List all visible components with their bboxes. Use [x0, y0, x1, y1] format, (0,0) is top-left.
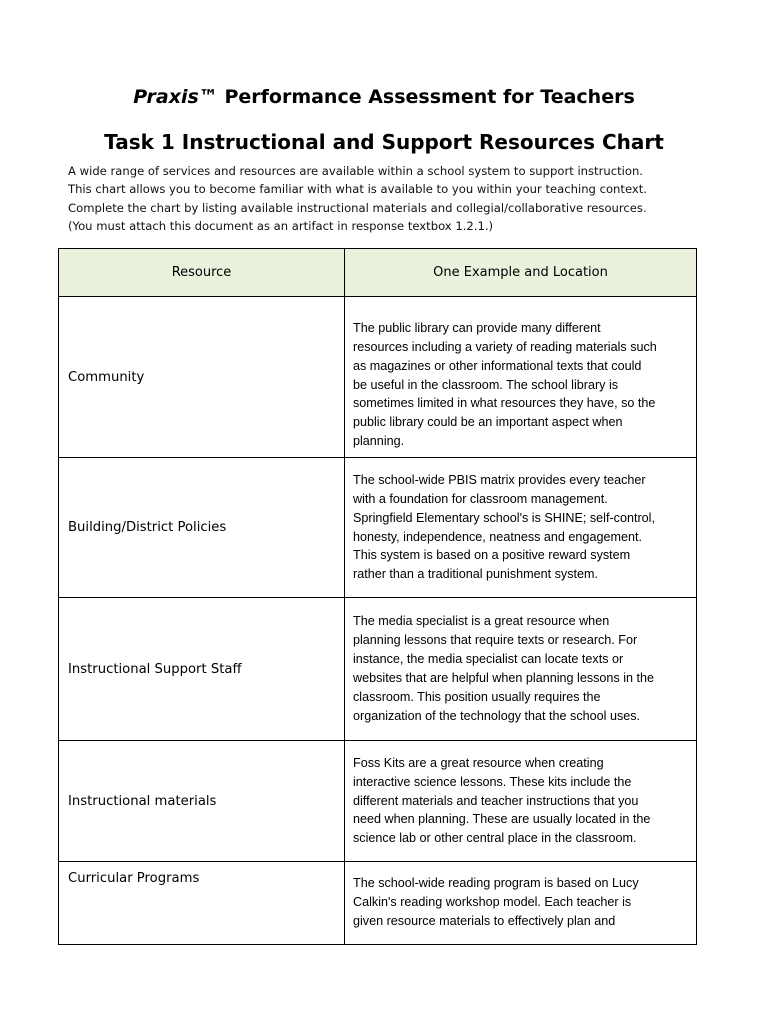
header-example: One Example and Location [345, 249, 697, 297]
example-line: The school-wide reading program is based on Lucy [353, 876, 639, 890]
resource-cell: Building/District Policies [59, 458, 345, 598]
example-line: given resource materials to effectively plan and [353, 913, 616, 928]
example-line: Springfield Elementary school's is SHINE; self-control, [353, 510, 655, 525]
example-line: science lab or other central place in the classroom. [353, 831, 637, 846]
example-line: planning. [353, 434, 405, 449]
example-line: interactive science lessons. These kits include the [353, 774, 632, 789]
example-line: be useful in the classroom. The school library is [353, 377, 619, 392]
intro-paragraph [68, 162, 708, 235]
example-line: planning lessons that require texts or research. For [353, 633, 638, 648]
example-line: as magazines or other informational texts that could [353, 358, 642, 373]
intro-line: A wide range of services and resources are available within a school system to support instruction. [68, 164, 643, 178]
example-line: The public library can provide many different [353, 320, 601, 335]
resource-cell: Instructional materials [59, 741, 345, 862]
example-line: websites that are helpful when planning lessons in the [353, 671, 655, 685]
table-row [59, 598, 697, 741]
example-line: with a foundation for classroom management. [353, 491, 608, 506]
example-line: public library could be an important aspect when [353, 415, 623, 430]
example-line: classroom. This position usually requires the [353, 689, 601, 704]
example-line: organization of the technology that the school uses. [353, 708, 641, 723]
document-subtitle: Task 1 Instructional and Support Resources Chart [104, 130, 664, 154]
example-line: The school-wide PBIS matrix provides every teacher [353, 472, 646, 487]
example-line: honesty, independence, neatness and engagement. [353, 529, 642, 544]
header-resource: Resource [59, 249, 345, 297]
example-line: rather than a traditional punishment system. [353, 567, 599, 582]
example-line: resources including a variety of reading materials such [353, 339, 657, 354]
example-cell [345, 741, 697, 862]
resource-cell: Instructional Support Staff [59, 598, 345, 741]
example-cell [345, 297, 697, 458]
example-line: This system is based on a positive reward system [353, 548, 631, 563]
example-line: instance, the media specialist can locate texts or [353, 652, 624, 667]
table-row [59, 458, 697, 598]
example-line: Foss Kits are a great resource when creating [353, 755, 604, 770]
intro-line: Complete the chart by listing available instructional materials and collegial/collaborative resources. [68, 200, 647, 215]
example-cell [345, 862, 697, 945]
trademark-symbol: ™ [198, 86, 218, 108]
intro-line: (You must attach this document as an artifact in response textbox 1.2.1.) [68, 218, 494, 233]
example-line: The media specialist is a great resource when [353, 614, 610, 629]
document-title [0, 86, 768, 108]
example-cell [345, 598, 697, 741]
title-brand: Praxis [133, 86, 199, 108]
intro-line: This chart allows you to become familiar with what is available to you within your teaching context. [68, 182, 647, 197]
table-row [59, 741, 697, 862]
table-header-row [59, 249, 697, 297]
table-row [59, 862, 697, 945]
example-line: different materials and teacher instructions that you [353, 793, 639, 808]
title-rest: Performance Assessment for Teachers [217, 86, 635, 108]
example-line: need when planning. These are usually located in the [353, 812, 651, 827]
table-row [59, 297, 697, 458]
example-line: sometimes limited in what resources they have, so the [353, 396, 656, 411]
example-line: Calkin's reading workshop model. Each teacher is [353, 894, 632, 909]
resource-cell: Community [59, 297, 345, 458]
resources-table [58, 248, 697, 945]
resource-cell: Curricular Programs [59, 862, 345, 945]
example-cell [345, 458, 697, 598]
